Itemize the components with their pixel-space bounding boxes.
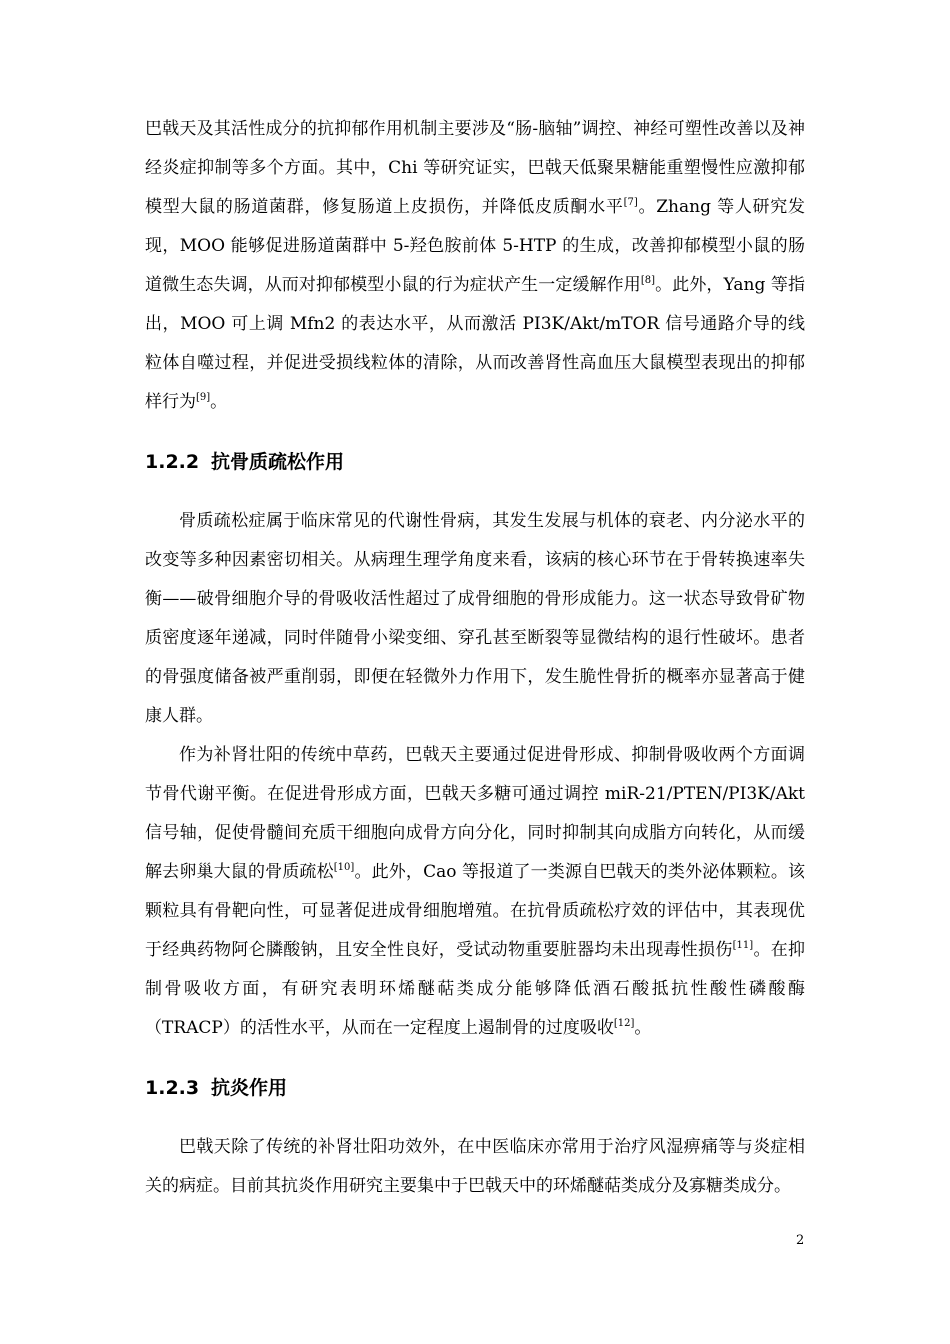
paragraph-osteoporosis-overview: 骨质疏松症属于临床常见的代谢性骨病，其发生发展与机体的衰老、内分泌水平的改变等多种因素密切相关。从病理生理学角度来看，该病的核心环节在于骨转换速率失衡——破骨细胞介导的骨吸收活性超过了成骨细胞的骨形成能力。这一状态导致骨矿物质密度逐年递减，同时伴随骨小梁变细、穿孔甚至断裂等显微结构的退行性破坏。患者的骨强度储备被严重削弱，即便在轻微外力作用下，发生脆性骨折的概率亦显著高于健康人群。 [145, 511, 805, 726]
section-title: 抗骨质疏松作用 [211, 451, 345, 473]
paragraph-text: 作为补肾壮阳的传统中草药，巴戟天主要通过促进骨形成、抑制骨吸收两个方面调节骨代谢平衡。在促进骨形成方面，巴戟天多糖可通过调控 miR-21/PTEN/PI3K/Akt 信号轴，促使骨髓间充质干细胞向成骨方向分化，同时抑制其向成脂方向转化，从而缓解去卵巢大鼠的骨质疏松 [145, 745, 805, 882]
citation-9: [9] [196, 392, 211, 403]
paragraph-text: 。在抑制骨吸收方面，有研究表明环烯醚萜类成分能够降低酒石酸抵抗性酸性磷酸酶（TRACP）的活性水平，从而在一定程度上遏制骨的过度吸收 [145, 940, 806, 1038]
section-number: 1.2.3 [145, 1077, 200, 1099]
paragraph-osteoporosis-mechanism [145, 736, 805, 1048]
paragraph-anti-inflammatory: 巴戟天除了传统的补肾壮阳功效外，在中医临床亦常用于治疗风湿痹痛等与炎症相关的病症。目前其抗炎作用研究主要集中于巴戟天中的环烯醚萜类成分及寡糖类成分。 [145, 1137, 805, 1196]
citation-8: [8] [640, 275, 656, 286]
citation-11: [11] [732, 940, 754, 951]
section-heading-1-2-3 [145, 1076, 805, 1100]
citation-10: [10] [333, 862, 355, 873]
paragraph-text: 巴戟天及其活性成分的抗抑郁作用机制主要涉及“肠-脑轴”调控、神经可塑性改善以及神经炎症抑制等多个方面。其中，Chi 等研究证实，巴戟天低聚果糖能重塑慢性应激抑郁模型大鼠的肠道菌群，修复肠道上皮损伤，并降低皮质酮水平 [145, 119, 805, 217]
page-number: 2 [796, 1233, 805, 1248]
citation-12: [12] [613, 1018, 635, 1029]
paragraph-text: 。 [634, 1018, 652, 1038]
page-content [145, 110, 805, 1206]
paragraph-antidepressant-mechanism [145, 110, 805, 422]
paragraph-text: 。 [210, 392, 228, 412]
paragraph-text: 。此外，Cao 等报道了一类源自巴戟天的类外泌体颗粒。该颗粒具有骨靶向性，可显著促进成骨细胞增殖。在抗骨质疏松疗效的评估中，其表现优于经典药物阿仑膦酸钠，且安全性良好，受试动物重要脏器均未出现毒性损伤 [145, 862, 806, 960]
section-title: 抗炎作用 [211, 1077, 288, 1099]
paragraph-text: 。此外，Yang 等指出，MOO 可上调 Mfn2 的表达水平，从而激活 PI3K/Akt/mTOR 信号通路介导的线粒体自噬过程，并促进受损线粒体的清除，从而改善肾性高血压大鼠模型表现出的抑郁样行为 [145, 275, 805, 412]
section-number: 1.2.2 [145, 451, 200, 473]
paragraph-text: 。Zhang 等人研究发现，MOO 能够促进肠道菌群中 5-羟色胺前体 5-HTP 的生成，改善抑郁模型小鼠的肠道微生态失调，从而对抑郁模型小鼠的行为症状产生一定缓解作用 [145, 197, 805, 295]
section-heading-1-2-2 [145, 450, 805, 474]
citation-7: [7] [623, 197, 638, 208]
